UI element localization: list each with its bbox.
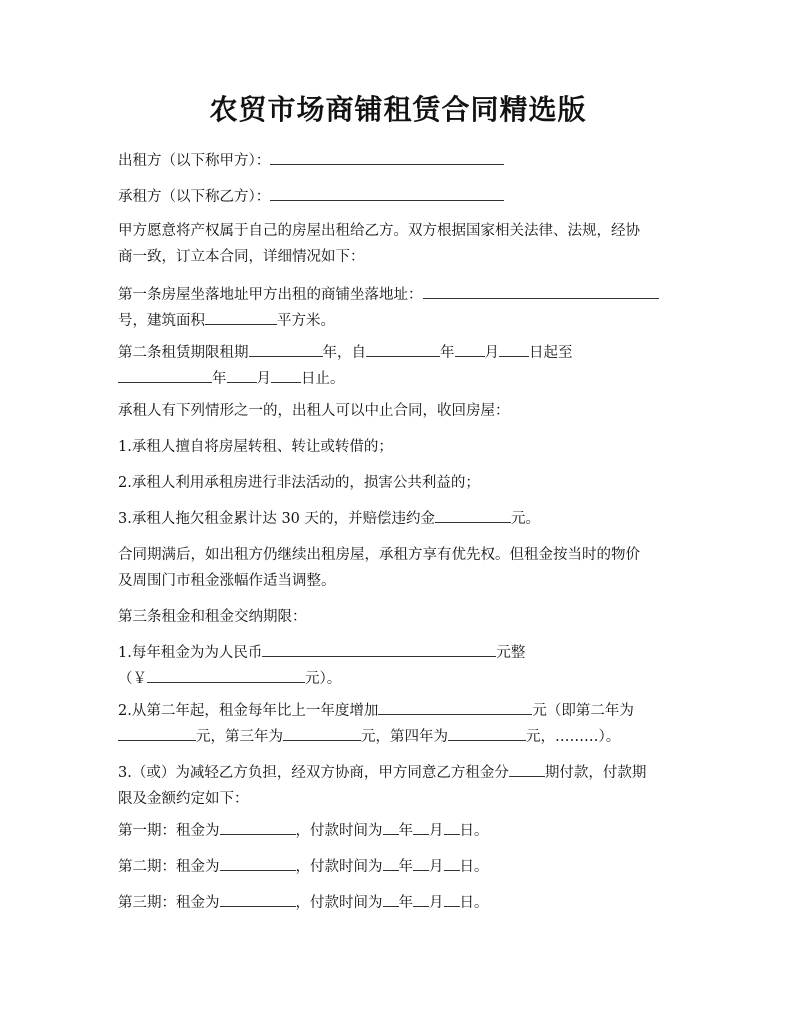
text: 月 [484, 345, 499, 361]
text: 年 [440, 345, 455, 361]
text: 元，第三年为 [196, 729, 283, 745]
text: （￥ [118, 671, 147, 687]
text: 元，第四年为 [361, 729, 448, 745]
termination-item-3 [118, 506, 688, 532]
text: 年，自 [322, 345, 366, 361]
text: 年 [212, 371, 227, 387]
text: 元整 [496, 645, 526, 661]
month-blank [413, 890, 429, 907]
end-day-blank [271, 366, 301, 383]
text: 月 [429, 859, 444, 875]
text: 第一期：租金为 [118, 823, 220, 839]
day-blank [444, 854, 460, 871]
text: 日止。 [301, 371, 345, 387]
text: 3.（或）为减轻乙方负担，经双方协商，甲方同意乙方租金分 [118, 765, 509, 781]
lessor-line [118, 148, 688, 174]
address-blank [423, 282, 659, 299]
text: 年 [398, 895, 413, 911]
penalty-blank [435, 506, 511, 523]
installment-1 [118, 818, 688, 844]
area-blank [205, 308, 277, 325]
text: 年 [398, 823, 413, 839]
start-year-blank [366, 340, 440, 357]
text: 元（即第二年为 [532, 703, 634, 719]
text: 第二期：租金为 [118, 859, 220, 875]
day-blank [444, 890, 460, 907]
year-blank [383, 818, 399, 835]
amount-blank [220, 890, 296, 907]
text: ，付款时间为 [295, 823, 383, 839]
page-title: 农贸市场商铺租赁合同精选版 [209, 93, 587, 126]
termination-item-2: 2.承租人利用承租房进行非法活动的，损害公共利益的； [118, 475, 480, 491]
rent-clause-3 [118, 760, 688, 812]
article-2 [118, 340, 688, 392]
text: 月 [429, 895, 444, 911]
termination-item-1: 1.承租人擅自将房屋转租、转让或转借的； [118, 439, 393, 455]
lessor-blank [270, 148, 504, 165]
lessor-label: 出租方（以下称甲方）： [118, 153, 271, 169]
intro-paragraph [118, 218, 688, 270]
text: 月 [429, 823, 444, 839]
year-blank [383, 890, 399, 907]
article-1 [118, 282, 688, 334]
annual-rent-number-blank [147, 666, 305, 683]
increase-blank [378, 698, 532, 715]
month-blank [413, 854, 429, 871]
lessee-blank [270, 184, 504, 201]
installment-3 [118, 890, 688, 916]
article-1-unit: 平方米。 [277, 313, 335, 329]
end-year-blank [118, 366, 212, 383]
renewal-line: 及周围门市租金涨幅作适当调整。 [118, 573, 336, 589]
text: ，付款时间为 [295, 895, 383, 911]
termination-heading: 承租人有下列情形之一的，出租人可以中止合同，收回房屋： [118, 403, 510, 419]
text: 3.承租人拖欠租金累计达 30 天的，并赔偿违约金 [118, 511, 436, 527]
text: 日。 [459, 823, 489, 839]
article-1-label: 第一条房屋坐落地址甲方出租的商铺坐落地址： [118, 287, 423, 303]
lessee-label: 承租方（以下称乙方）： [118, 189, 271, 205]
year-blank [383, 854, 399, 871]
lessee-line [118, 184, 688, 210]
text: 第三期：租金为 [118, 895, 220, 911]
start-month-blank [455, 340, 485, 357]
intro-line: 甲方愿意将产权属于自己的房屋出租给乙方。双方根据国家相关法律、法规，经协 [118, 223, 640, 239]
text: ，付款时间为 [295, 859, 383, 875]
amount-blank [220, 854, 296, 871]
amount-blank [220, 818, 296, 835]
text: 日起至 [529, 345, 573, 361]
article-1-area-label: 号，建筑面积 [118, 313, 205, 329]
text: 1.每年租金为为人民币 [118, 645, 263, 661]
term-blank [249, 340, 323, 357]
intro-line: 商一致，订立本合同，详细情况如下： [118, 249, 365, 265]
year-4-blank [448, 724, 526, 741]
text: 元）。 [305, 671, 342, 687]
rent-clause-1 [118, 640, 688, 692]
day-blank [444, 818, 460, 835]
installments-blank [509, 760, 545, 777]
end-month-blank [227, 366, 257, 383]
installment-2 [118, 854, 688, 880]
text: 2.从第二年起，租金每年比上一年度增加 [118, 703, 379, 719]
renewal-line: 合同期满后，如出租方仍继续出租房屋，承租方享有优先权。但租金按当时的物价 [118, 547, 640, 563]
text: 月 [256, 371, 271, 387]
text: 元，………）。 [526, 729, 621, 745]
article-3-heading: 第三条租金和租金交纳期限： [118, 609, 307, 625]
text: 日。 [459, 895, 489, 911]
article-2-label: 第二条租赁期限租期 [118, 345, 249, 361]
text: 元。 [511, 511, 541, 527]
text: 年 [398, 859, 413, 875]
text: 限及金额约定如下： [118, 791, 249, 807]
text: 日。 [459, 859, 489, 875]
month-blank [413, 818, 429, 835]
year-3-blank [283, 724, 361, 741]
rent-clause-2 [118, 698, 688, 750]
year-2-blank [118, 724, 196, 741]
start-day-blank [499, 340, 529, 357]
renewal-paragraph [118, 542, 688, 594]
text: 期付款，付款期 [544, 765, 647, 781]
annual-rent-blank [262, 640, 496, 657]
